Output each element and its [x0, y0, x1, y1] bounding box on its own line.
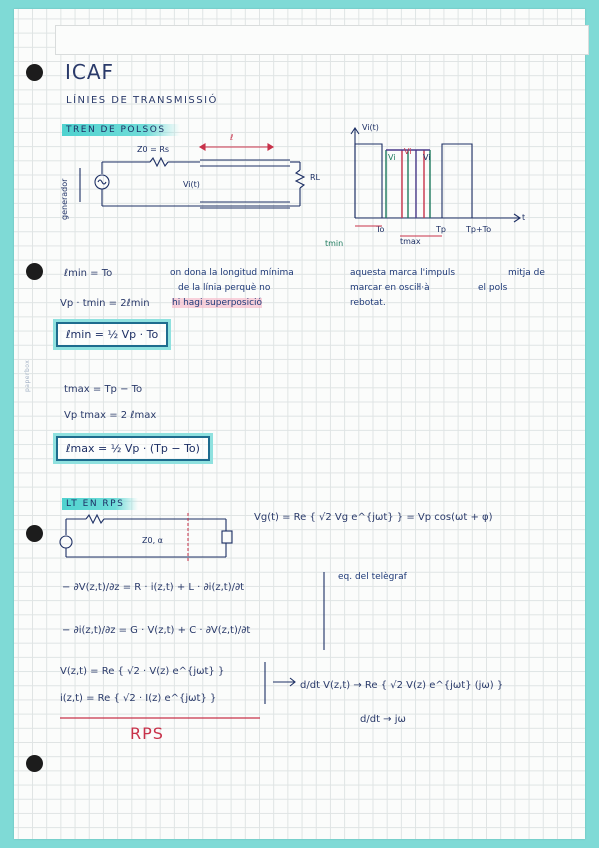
derivative-short: d/dt → jω — [360, 714, 406, 725]
section-label-rps: LT EN RPS — [62, 498, 138, 510]
note-right-5: el pols — [478, 283, 508, 293]
source-impedance-label: Z0 = Rs — [137, 145, 170, 154]
v-phasor-equation: V(z,t) = Re { √2 · V(z) e^{jωt} } — [60, 666, 225, 677]
lmin-equation: ℓmin = To — [64, 268, 113, 279]
telegraph-equation-1: − ∂V(z,t)/∂z = R · i(z,t) + L · ∂i(z,t)/∂t — [62, 582, 245, 593]
rps-line-circuit — [58, 505, 248, 565]
transmission-line-circuit — [55, 130, 325, 230]
pulse-train-diagram — [320, 118, 540, 258]
pulse-label-3: Vi — [423, 153, 431, 162]
vp-tmax-equation: Vp tmax = 2 ℓmax — [64, 410, 157, 421]
line-voltage-label: Vi(t) — [183, 180, 200, 189]
phasor-bracket-and-arrow — [255, 660, 305, 710]
vg-equation: Vg(t) = Re { √2 Vg e^{jωt} } = Vp cos(ωt + φ) — [254, 512, 493, 523]
note-right-4: mitja de — [508, 268, 545, 278]
tmax-label: tmax — [400, 237, 421, 246]
i-phasor-equation: i(z,t) = Re { √2 · I(z) e^{jωt} } — [60, 693, 217, 704]
note-right-1: aquesta marca l'impuls — [350, 268, 456, 278]
note-line-1: on dona la longitud mínima — [170, 268, 294, 278]
to-label: To — [376, 225, 385, 234]
note-right-3: rebotat. — [350, 298, 386, 308]
lmin-boxed-result: ℓmin = ½ Vp · To — [56, 322, 168, 347]
tmax-equation: tmax = Tp − To — [64, 384, 143, 395]
note-line-3: hi hagi superposició — [172, 298, 263, 308]
binder-hole-4 — [26, 755, 43, 772]
telegraph-equation-2: − ∂i(z,t)/∂z = G · V(z,t) + C · ∂V(z,t)/∂t — [62, 625, 251, 636]
page-header-box — [55, 25, 589, 55]
vp-tmin-equation: Vp · tmin = 2ℓmin — [60, 298, 150, 309]
lmax-boxed-result: ℓmax = ½ Vp · (Tp − To) — [56, 436, 210, 461]
binder-hole-3 — [26, 525, 43, 542]
tp-to-label: Tp+To — [466, 225, 492, 234]
length-label: ℓ — [230, 133, 234, 142]
tmin-label: tmin — [325, 239, 344, 248]
t-axis-label: t — [522, 213, 526, 222]
generator-label: generador — [60, 178, 69, 220]
section-label-pulse-train: TREN DE POLSOS — [62, 124, 180, 136]
rps-label: RPS — [130, 724, 164, 743]
line-params-label: Z0, α — [142, 536, 163, 545]
pulse-label-1: Vi — [388, 153, 396, 162]
note-right-2: marcar en osciŀl·à — [350, 283, 430, 293]
note-line-2: de la línia perquè no — [178, 283, 271, 293]
watermark: paperbox — [24, 359, 31, 392]
pulse-label-2: Vi — [404, 147, 412, 156]
rps-underline — [60, 712, 270, 724]
page-subtitle: LÍNIES DE TRANSMISSIÓ — [66, 95, 218, 106]
telegraph-note: eq. del telègraf — [338, 572, 407, 582]
derivative-rule: d/dt V(z,t) → Re { √2 V(z) e^{jωt} (jω) } — [300, 680, 504, 691]
load-resistor-label: RL — [310, 173, 321, 182]
telegraph-bracket — [320, 570, 340, 660]
signal-axis-label: Vi(t) — [362, 123, 379, 132]
page-title: ICAF — [65, 60, 115, 84]
tp-label: Tp — [436, 225, 446, 234]
binder-hole-1 — [26, 64, 43, 81]
binder-hole-2 — [26, 263, 43, 280]
